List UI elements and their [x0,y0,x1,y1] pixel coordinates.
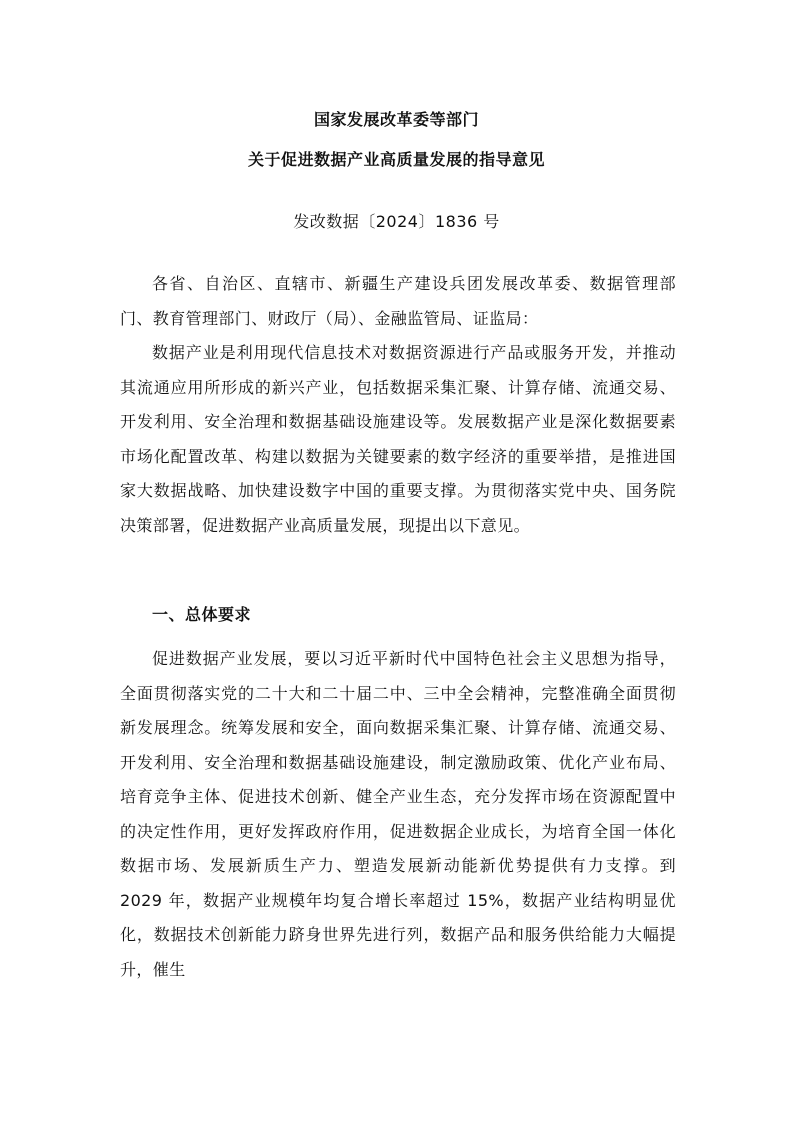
intro-text: 数据产业是利用现代信息技术对数据资源进行产品或服务开发，并推动其流通应用所形成的新兴产业，包括数据采集汇聚、计算存储、流通交易、开发利用、安全治理和数据基础设施建设等。发展数据产业是深化数据要素市场化配置改革、构建以数据为关键要素的数字经济的重要举措，是推进国家大数据战略、加快建设数字中国的重要支撑。为贯彻落实党中央、国务院决策部署，促进数据产业高质量发展，现提出以下意见。 [120,343,676,535]
section-1-paragraph [120,642,676,987]
addressee-text: 各省、自治区、直辖市、新疆生产建设兵团发展改革委、数据管理部门、教育管理部门、财政厅（局）、金融监管局、证监局： [120,274,676,328]
section-1-text: 促进数据产业发展，要以习近平新时代中国特色社会主义思想为指导，全面贯彻落实党的二十大和二十届二中、三中全会精神，完整准确全面贯彻新发展理念。统筹发展和安全，面向数据采集汇聚、计算存储、流通交易、开发利用、安全治理和数据基础设施建设，制定激励政策、优化产业布局、培育竞争主体、促进技术创新、健全产业生态，充分发挥市场在资源配置中的决定性作用，更好发挥政府作用，促进数据企业成长，为培育全国一体化数据市场、发展新质生产力、塑造发展新动能新优势提供有力支撑。到 2029 年，数据产业规模年均复合增长率超过 15%，数据产业结构明显优化，数据技术创新能力跻身世界先进行列，数据产品和服务供给能力大幅提升，催生 [120,649,676,979]
document-number: 发改数据〔2024〕1836 号 [293,212,500,231]
intro-paragraph [120,336,676,543]
document-title-line-2: 关于促进数据产业高质量发展的指导意见 [247,150,545,169]
addressee-paragraph [120,267,676,336]
document-title-line-1: 国家发展改革委等部门 [313,110,479,129]
section-heading-general-requirements: 一、总体要求 [152,605,252,624]
